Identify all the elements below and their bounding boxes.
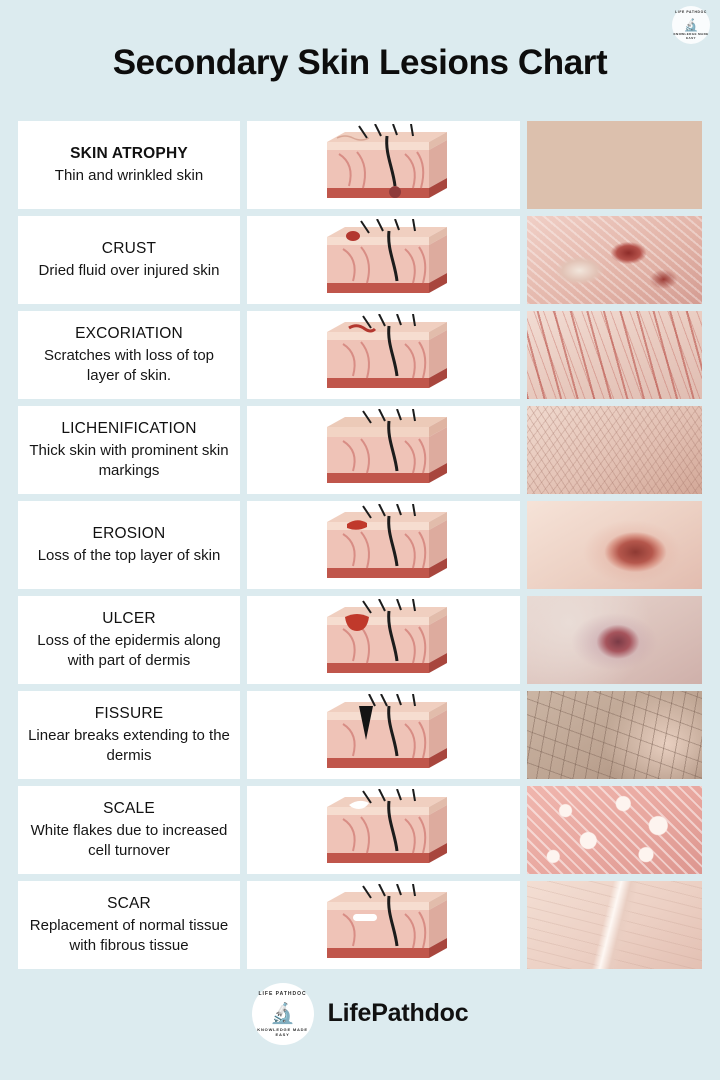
brand-name: LifePathdoc: [327, 999, 469, 1028]
skin-cross-section-diagram: [309, 314, 459, 396]
skin-cross-section-diagram: [309, 599, 459, 681]
lesion-diagram-cell: [247, 406, 520, 494]
photo-fissure: [527, 691, 702, 779]
brand-logo: [252, 983, 314, 1045]
footer: [0, 983, 720, 1045]
lesion-name: ULCER: [102, 610, 156, 628]
lesion-photo-cell: [527, 121, 702, 209]
lesion-description: Loss of the epidermis along with part of dermis: [37, 631, 221, 669]
lesion-description: Thick skin with prominent skin markings: [29, 441, 229, 479]
lesion-info-cell: [18, 406, 240, 494]
photo-ulcer: [527, 596, 702, 684]
microscope-icon: 🔬: [683, 18, 699, 32]
skin-cross-section-diagram: [309, 409, 459, 491]
lesion-photo-cell: [527, 596, 702, 684]
page-title: Secondary Skin Lesions Chart: [112, 43, 608, 83]
lesion-description: Loss of the top layer of skin: [37, 546, 221, 564]
lesion-diagram-cell: [247, 691, 520, 779]
lesion-description: Thin and wrinkled skin: [54, 166, 204, 184]
lesion-info-cell: [18, 501, 240, 589]
lesion-diagram-cell: [247, 596, 520, 684]
lesion-name: SCAR: [107, 895, 151, 913]
watermark-logo-top-text: LIFE PATHDOC: [675, 10, 707, 14]
photo-excoriation: [527, 311, 702, 399]
lesion-diagram-cell: [247, 881, 520, 969]
photo-crust: [527, 216, 702, 304]
lesion-photo-cell: [527, 691, 702, 779]
lesion-info-cell: [18, 311, 240, 399]
lesion-photo-cell: [527, 216, 702, 304]
microscope-icon: 🔬: [270, 1002, 296, 1025]
skin-cross-section-diagram: [309, 694, 459, 776]
table-row: [18, 786, 702, 874]
lesion-info-cell: [18, 596, 240, 684]
lesion-name: SCALE: [103, 800, 155, 818]
lesion-photo-cell: [527, 311, 702, 399]
photo-erosion: [527, 501, 702, 589]
lesion-diagram-cell: [247, 311, 520, 399]
lesion-photo-cell: [527, 881, 702, 969]
lesion-diagram-cell: [247, 216, 520, 304]
lesion-name: FISSURE: [94, 705, 164, 723]
table-row: [18, 311, 702, 399]
photo-lichenification: [527, 406, 702, 494]
skin-cross-section-diagram: [309, 124, 459, 206]
lesion-description: Dried fluid over injured skin: [38, 261, 220, 279]
photo-scar: [527, 881, 702, 969]
lesion-name: LICHENIFICATION: [61, 420, 197, 438]
lesion-description: White flakes due to increased cell turnover: [30, 821, 228, 859]
lesion-table: [0, 121, 720, 969]
table-row: [18, 501, 702, 589]
brand-logo-top-text: LIFE PATHDOC: [258, 990, 307, 997]
lesion-photo-cell: [527, 406, 702, 494]
skin-cross-section-diagram: [309, 504, 459, 586]
lesion-info-cell: [18, 216, 240, 304]
skin-cross-section-diagram: [309, 789, 459, 871]
lesion-name: CRUST: [101, 240, 157, 258]
photo-skin-atrophy: [527, 121, 702, 209]
watermark-logo: [672, 6, 710, 44]
lesion-description: Replacement of normal tissue with fibrous tissue: [29, 916, 229, 954]
skin-cross-section-diagram: [309, 884, 459, 966]
lesion-photo-cell: [527, 786, 702, 874]
table-row: [18, 881, 702, 969]
lesion-info-cell: [18, 121, 240, 209]
lesion-name: EROSION: [92, 525, 166, 543]
table-row: [18, 121, 702, 209]
brand-logo-bottom-text: KNOWLEDGE MADE EASY: [257, 1026, 308, 1037]
table-row: [18, 406, 702, 494]
photo-scale: [527, 786, 702, 874]
lesion-info-cell: [18, 691, 240, 779]
lesion-info-cell: [18, 786, 240, 874]
table-row: [18, 596, 702, 684]
lesion-diagram-cell: [247, 121, 520, 209]
lesion-description: Linear breaks extending to the dermis: [28, 726, 230, 764]
lesion-description: Scratches with loss of top layer of skin.: [43, 346, 215, 384]
table-row: [18, 216, 702, 304]
lesion-diagram-cell: [247, 501, 520, 589]
lesion-photo-cell: [527, 501, 702, 589]
watermark-logo-bottom-text: KNOWLEDGE MADE EASY: [673, 32, 709, 40]
lesion-diagram-cell: [247, 786, 520, 874]
lesion-info-cell: [18, 881, 240, 969]
skin-cross-section-diagram: [309, 219, 459, 301]
lesion-name: SKIN ATROPHY: [70, 145, 188, 163]
table-row: [18, 691, 702, 779]
lesion-name: EXCORIATION: [75, 325, 183, 343]
